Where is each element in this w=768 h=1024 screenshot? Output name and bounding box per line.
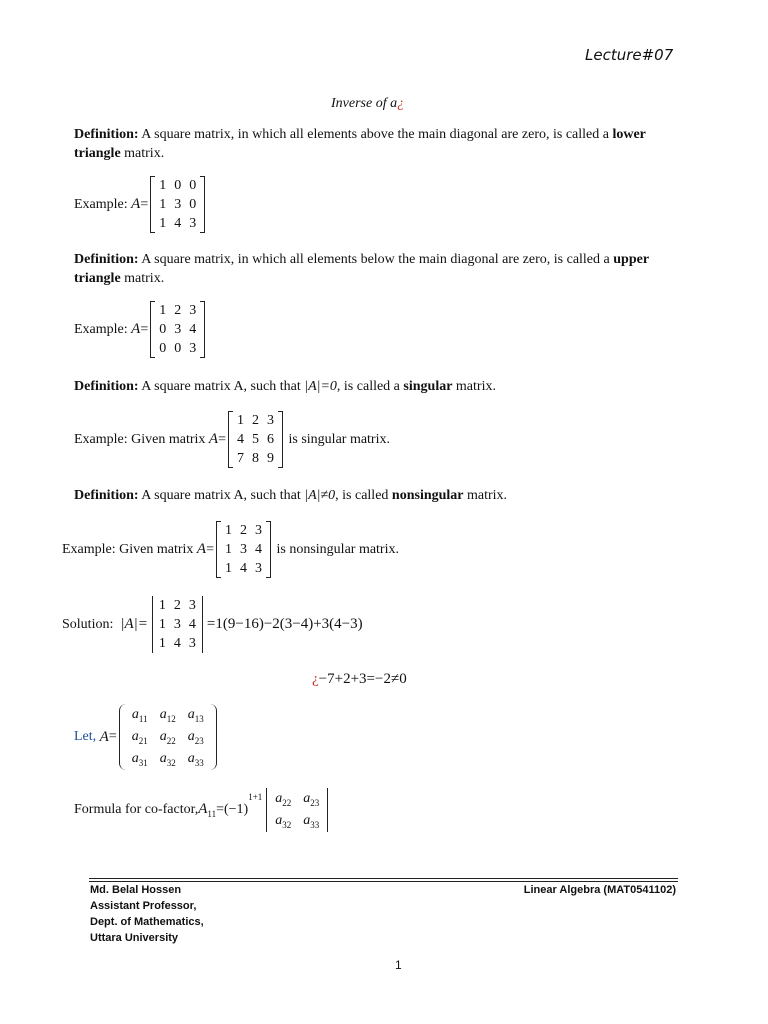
matrix-entry: $a_{23}$ [187, 728, 204, 746]
right-bracket [266, 521, 271, 578]
equals-sign: = [218, 431, 226, 447]
solution-result [312, 671, 407, 688]
definition-label: Definition: [74, 252, 139, 267]
example-label: Example: Given matrix [74, 431, 206, 447]
author-name: Md. Belal Hossen [90, 884, 182, 896]
matrix-entry: 6 [267, 431, 274, 447]
solution-label: Solution: [62, 616, 114, 632]
page-number: 1 [395, 958, 402, 972]
matrix-entry: $a_{13}$ [187, 706, 204, 724]
matrix-entry: 0 [159, 321, 167, 337]
matrix-entry: 4 [174, 215, 182, 231]
matrix-entry: 3 [189, 215, 197, 231]
left-bar [266, 788, 267, 832]
definition-label: Definition: [74, 379, 139, 394]
equals-sign: = [108, 729, 117, 744]
matrix-entry: 1 [158, 635, 166, 651]
author-department: Dept. of Mathematics, [90, 916, 204, 928]
matrix-entry: $a_{33}$ [303, 812, 320, 830]
left-paren [119, 704, 126, 770]
left-bar [152, 596, 153, 653]
matrix-upper-triangle [150, 301, 205, 358]
matrix-entry: 3 [189, 340, 197, 356]
example-conclusion: is singular matrix. [288, 431, 390, 447]
matrix-entry: 1 [158, 616, 166, 632]
matrix-entry: 4 [255, 541, 262, 557]
matrix-lower-triangle [150, 176, 205, 233]
matrix-entry: $a_{31}$ [131, 750, 148, 768]
example-conclusion: is nonsingular matrix. [276, 541, 399, 557]
definition-label: Definition: [74, 488, 139, 503]
matrix-entry: 2 [252, 412, 259, 428]
footer-rule [89, 878, 678, 879]
matrix-entry: $a_{33}$ [187, 750, 204, 768]
matrix-entry: 1 [159, 177, 167, 193]
definition-label: Definition: [74, 127, 139, 142]
matrix-entry: 0 [189, 196, 197, 212]
author-university: Uttara University [90, 932, 179, 944]
cofactor-label: Formula for co-factor, [74, 802, 199, 817]
determinant-lhs: |A|= [120, 616, 148, 632]
section-title-text: Inverse of a [331, 96, 398, 111]
matrix-entry: 1 [237, 412, 244, 428]
footer-author-block [90, 882, 204, 946]
matrix-entry: 5 [252, 431, 259, 447]
course-name: Linear Algebra (MAT0541102) [523, 884, 676, 896]
matrix-entry: 4 [188, 616, 196, 632]
definition-term: triangle [74, 146, 121, 161]
equals-sign: = [140, 196, 149, 212]
matrix-entry: 7 [237, 450, 244, 466]
matrix-grid [155, 176, 200, 233]
matrix-grid [155, 301, 200, 358]
unknown-glyph: ¿ [397, 96, 405, 111]
matrix-entry: $a_{32}$ [159, 750, 176, 768]
definition-text: , is called [335, 488, 392, 503]
right-paren [210, 704, 217, 770]
matrix-entry: 3 [267, 412, 274, 428]
cofactor-formula [74, 788, 332, 832]
matrix-entry: 1 [159, 302, 167, 318]
definition-upper-triangle [74, 250, 674, 288]
definition-text: A square matrix, in which all elements below the main diagonal are zero, is called a [138, 252, 614, 267]
definition-text: A square matrix A, such that [138, 379, 305, 394]
matrix-grid [233, 411, 278, 468]
example-upper-triangle [74, 301, 207, 358]
matrix-entry: $a_{32}$ [275, 812, 292, 830]
lecture-number: Lecture#07 [585, 46, 674, 64]
example-label: Example: [74, 196, 128, 212]
determinant-expansion: =1(9−16)−2(3−4)+3(4−3) [206, 616, 363, 632]
example-lower-triangle [74, 176, 207, 233]
matrix-entry: 8 [252, 450, 259, 466]
matrix-entry: 0 [174, 177, 182, 193]
matrix-entry: 3 [188, 597, 196, 613]
matrix-entry: 3 [188, 635, 196, 651]
definition-lower-triangle [74, 125, 674, 163]
author-position: Assistant Professor, [90, 900, 197, 912]
equals-sign: = [206, 541, 214, 557]
matrix-variable: A [131, 196, 141, 212]
right-bracket [278, 411, 283, 468]
matrix-grid [155, 596, 200, 653]
general-matrix-body [119, 704, 217, 770]
matrix-entry: 3 [174, 321, 182, 337]
matrix-entry: 0 [174, 340, 182, 356]
matrix-entry: $a_{21}$ [131, 728, 148, 746]
matrix-entry: 1 [225, 541, 232, 557]
matrix-entry: $a_{23}$ [303, 790, 320, 808]
example-singular [74, 411, 390, 468]
definition-text: , is called a [336, 379, 404, 394]
definition-term: singular [403, 379, 453, 394]
right-bar [202, 596, 203, 653]
matrix-grid [221, 521, 266, 578]
matrix-entry: 3 [255, 522, 262, 538]
matrix-grid [126, 704, 210, 770]
matrix-entry: 3 [189, 302, 197, 318]
example-nonsingular [62, 521, 399, 578]
example-label: Example: Given matrix [62, 541, 194, 557]
matrix-variable: A [196, 541, 207, 557]
matrix-entry: 4 [189, 321, 197, 337]
matrix-variable: A [208, 431, 219, 447]
matrix-entry: 1 [159, 215, 167, 231]
matrix-entry: $a_{11}$ [131, 706, 148, 724]
definition-text: A square matrix, in which all elements above the main diagonal are zero, is called a [138, 127, 613, 142]
matrix-entry: 4 [237, 431, 244, 447]
right-bracket [200, 301, 205, 358]
matrix-entry: 3 [174, 196, 182, 212]
determinant-condition: |A|≠0 [304, 488, 336, 503]
matrix-entry: 9 [267, 450, 274, 466]
matrix-entry: $a_{22}$ [159, 728, 176, 746]
cofactor-exponent: 1+1 [248, 792, 263, 802]
right-bracket [200, 176, 205, 233]
matrix-nonsingular [216, 521, 271, 578]
minor-determinant [264, 788, 330, 832]
example-label: Example: [74, 321, 128, 337]
matrix-variable: A [131, 321, 141, 337]
matrix-entry: 2 [174, 302, 182, 318]
definition-text: matrix. [452, 379, 496, 394]
definition-term: triangle [74, 271, 121, 286]
matrix-variable: A [99, 728, 109, 745]
unknown-glyph: ¿ [312, 671, 319, 687]
matrix-entry: 4 [240, 560, 247, 576]
determinant-condition: |A|=0 [304, 379, 337, 394]
matrix-entry: $a_{22}$ [275, 790, 292, 808]
definition-nonsingular [74, 486, 507, 505]
matrix-entry: 0 [189, 177, 197, 193]
matrix-entry: 3 [240, 541, 247, 557]
matrix-grid [269, 788, 325, 832]
matrix-entry: 0 [159, 340, 167, 356]
definition-text: matrix. [463, 488, 508, 503]
matrix-entry: 4 [173, 635, 181, 651]
general-matrix [74, 704, 219, 770]
matrix-entry: 1 [225, 560, 232, 576]
definition-text: A square matrix A, such that [138, 488, 305, 503]
matrix-singular [228, 411, 283, 468]
matrix-entry: 1 [159, 196, 167, 212]
matrix-entry: 1 [158, 597, 166, 613]
definition-term: lower [612, 127, 646, 142]
right-bar [327, 788, 328, 832]
cofactor-lhs: $A_{11}$ [198, 801, 217, 819]
cofactor-sign: =(−1) [216, 802, 249, 817]
definition-text: matrix. [120, 271, 165, 286]
solution-result-text: −7+2+3=−2≠0 [318, 671, 407, 687]
matrix-entry: 2 [240, 522, 247, 538]
matrix-entry: 3 [255, 560, 262, 576]
solution-determinant [62, 596, 363, 653]
matrix-entry: 3 [173, 616, 181, 632]
section-title [331, 94, 404, 113]
matrix-entry: $a_{12}$ [159, 706, 176, 724]
equals-sign: = [140, 321, 149, 337]
definition-singular [74, 377, 496, 396]
definition-term: nonsingular [391, 488, 464, 503]
definition-text: matrix. [120, 146, 165, 161]
determinant-matrix [150, 596, 205, 653]
matrix-entry: 2 [173, 597, 181, 613]
matrix-entry: 1 [225, 522, 232, 538]
let-label: Let, [74, 729, 97, 744]
definition-term: upper [613, 252, 650, 267]
